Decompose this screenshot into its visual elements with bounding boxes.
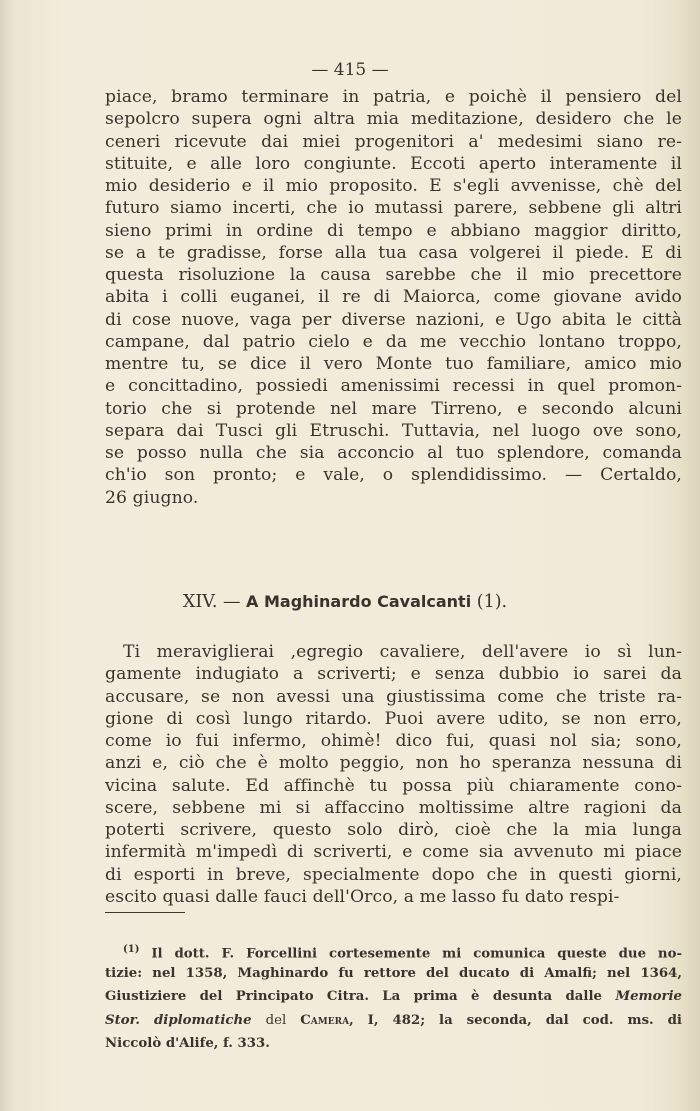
text-line: se a te gradisse, forse alla tua casa volgerei il piede. E di bbox=[105, 242, 682, 263]
text-line: abita i colli euganei, il re di Maiorca, come giovane avido bbox=[105, 287, 682, 308]
footnote-text: , I, 482; la seconda, dal cod. ms. di bbox=[349, 1012, 682, 1028]
heading-numeral: XIV. — bbox=[182, 592, 241, 612]
footnote-marker: (1) bbox=[123, 944, 140, 955]
text-line: separa dai Tusci gli Etruschi. Tuttavia, nel luogo ove sono, bbox=[105, 420, 682, 441]
text-line: scere, sebbene mi si affaccino moltissime altre ragioni da bbox=[105, 797, 682, 818]
letter-heading bbox=[0, 592, 690, 612]
text-line: Ti meraviglierai ,egregio cavaliere, dell'avere io sì lun- bbox=[123, 642, 682, 662]
text-line: campane, dal patrio cielo e da me vecchio lontano troppo, bbox=[105, 331, 682, 352]
text-line: poterti scrivere, questo solo dirò, cioè che la mia lunga bbox=[105, 820, 682, 840]
footnote-divider bbox=[105, 912, 185, 913]
text-line: e concittadino, possiedi amenissimi recessi in quel promon- bbox=[105, 376, 682, 397]
text-line: se posso nulla che sia acconcio al tuo splendore, comanda bbox=[105, 443, 682, 463]
text-line: 26 giugno. bbox=[105, 487, 199, 508]
footnote-italic: Stor. diplomatiche bbox=[105, 1012, 252, 1028]
footnote-line bbox=[105, 1009, 682, 1033]
footnote-author: Camera bbox=[300, 1012, 350, 1028]
text-line: vicina salute. Ed affinchè tu possa più chiaramente cono- bbox=[105, 775, 682, 796]
footnote-italic: Memorie bbox=[615, 989, 682, 1004]
footnote-line: Niccolò d'Alife, f. 333. bbox=[105, 1036, 270, 1051]
text-line: come io fui infermo, ohimè! dico fui, quasi nol sia; sono, bbox=[105, 731, 682, 751]
text-line: futuro siamo incerti, che io mutassi parere, sebbene gli altri bbox=[105, 198, 682, 219]
text-line: sieno primi in ordine di tempo e abbiano maggior diritto, bbox=[105, 220, 682, 241]
heading-title: A Maghinardo Cavalcanti bbox=[246, 592, 472, 611]
heading-note-ref: (1). bbox=[476, 592, 508, 612]
text-line: gamente indugiato a scriverti; e senza dubbio io sarei da bbox=[105, 664, 682, 685]
text-line: ch'io son pronto; e vale, o splendidissimo. — Certaldo, bbox=[105, 465, 682, 486]
footnote-text: Il dott. F. Forcellini cortesemente mi comunica queste due no- bbox=[151, 946, 682, 962]
text-line: escito quasi dalle fauci dell'Orco, a me lasso fu dato respi- bbox=[105, 886, 620, 907]
paragraph-1 bbox=[105, 86, 682, 509]
text-line: torio che si protende nel mare Tirreno, e secondo alcuni bbox=[105, 398, 682, 419]
footnote-line bbox=[105, 985, 682, 1009]
paragraph-2 bbox=[105, 641, 682, 908]
text-line: di cose nuove, vaga per diverse nazioni, e Ugo abita le città bbox=[105, 309, 682, 330]
footnote-line: tizie: nel 1358, Maghinardo fu rettore del ducato di Amalfi; nel 1364, bbox=[105, 965, 682, 981]
text-line: anzi e, ciò che è molto peggio, non ho speranza nessuna di bbox=[105, 753, 682, 774]
text-line: questa risoluzione la causa sarebbe che il mio precettore bbox=[105, 265, 682, 285]
footnote bbox=[105, 938, 682, 1056]
page-number: — 415 — bbox=[311, 60, 389, 80]
text-line: infermità m'impedì di scriverti, e come sia avvenuto mi piace bbox=[105, 842, 682, 863]
footnote-text: del bbox=[265, 1012, 287, 1028]
text-line: piace, bramo terminare in patria, e poichè il pensiero del bbox=[105, 87, 682, 107]
text-line: ceneri ricevute dai miei progenitori a' medesimi siano re- bbox=[105, 131, 682, 152]
text-line: accusare, se non avessi una giustissima come che triste ra- bbox=[105, 686, 682, 707]
text-line: sepolcro supera ogni altra mia meditazione, desidero che le bbox=[105, 109, 682, 130]
text-line: mio desiderio e il mio proposito. E s'egli avvenisse, chè del bbox=[105, 176, 682, 196]
text-line: stituite, e alle loro congiunte. Eccoti aperto interamente il bbox=[105, 153, 682, 174]
text-line: di esporti in breve, specialmente dopo che in questi giorni, bbox=[105, 864, 682, 885]
text-line: mentre tu, se dice il vero Monte tuo familiare, amico mio bbox=[105, 354, 682, 374]
footnote-text: Giustiziere del Principato Citra. La prima è desunta dalle bbox=[105, 989, 602, 1004]
footnote-line bbox=[105, 938, 682, 962]
text-line: gione di così lungo ritardo. Puoi avere udito, se non erro, bbox=[105, 708, 682, 729]
